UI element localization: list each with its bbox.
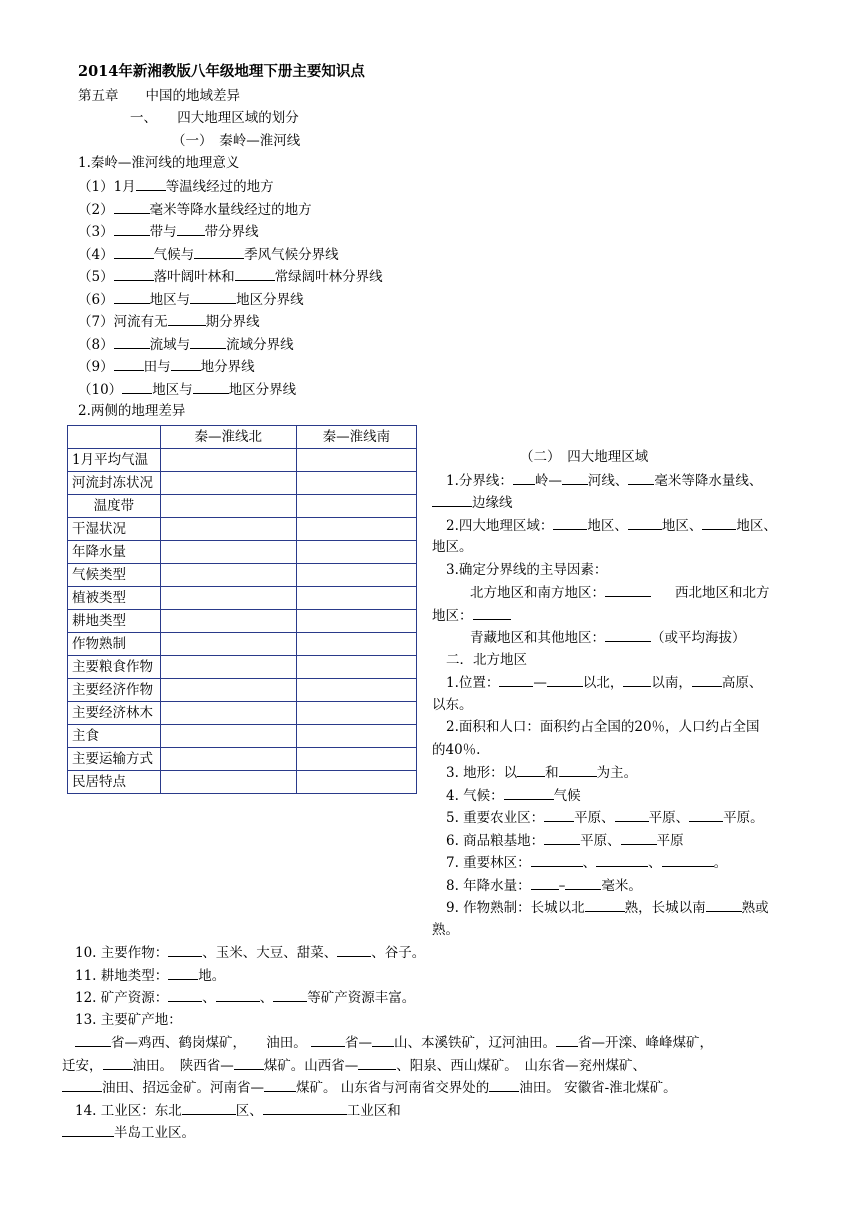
table-cell-south (296, 495, 416, 518)
table-cell-south (296, 702, 416, 725)
table-row (68, 541, 417, 564)
section-heading: 一、 四大地理区域的划分 (130, 110, 299, 126)
bottom-line-10: 10. 主要作物： 、玉米、大豆、甜菜、 、谷子。 (75, 942, 425, 963)
question-2-heading: 2.两侧的地理差异 (78, 403, 186, 419)
table-cell-south (296, 771, 416, 794)
table-row (68, 449, 417, 472)
subsection-heading: （一） 秦岭—淮河线 (172, 133, 301, 149)
table-row (68, 656, 417, 679)
table-corner-cell (68, 426, 161, 449)
table-row (68, 633, 417, 656)
q1-item-9: （9） 田与 地分界线 (78, 356, 255, 377)
table-row (68, 679, 417, 702)
table-cell-south (296, 472, 416, 495)
table-cell-north (160, 702, 296, 725)
table-row-label: 民居特点 (68, 771, 161, 794)
mine-line-1: 省—鸡西、鹤岗煤矿， 油田。 省— 山、本溪铁矿，辽河油田。 省—开滦、峰峰煤矿， (75, 1032, 713, 1053)
table-cell-south (296, 656, 416, 679)
table-row (68, 472, 417, 495)
table-header-north: 秦—淮线北 (160, 426, 296, 449)
north-line-6: 6. 商品粮基地： 平原、 平原 (446, 830, 684, 851)
table-row (68, 518, 417, 541)
table-row-label: 植被类型 (68, 587, 161, 610)
right-line-2: 2.四大地理区域： 地区、 地区、 地区、 (446, 515, 777, 536)
table-row-label: 主要运输方式 (68, 748, 161, 771)
right-line-3a: 北方地区和南方地区： 西北地区和北方 (470, 582, 770, 603)
table-row (68, 771, 417, 794)
table-row-label: 干湿状况 (68, 518, 161, 541)
north-line-3: 3. 地形：以 和 为主。 (446, 762, 637, 783)
question-1-heading: 1.秦岭—淮河线的地理意义 (78, 155, 240, 171)
north-line-9: 9. 作物熟制：长城以北 熟，长城以南 熟或 (446, 897, 769, 918)
table-cell-south (296, 449, 416, 472)
q1-item-10: （10） 地区与 地区分界线 (78, 379, 296, 400)
table-row (68, 610, 417, 633)
bottom-line-14b: 半岛工业区。 (62, 1122, 195, 1143)
table-cell-north (160, 771, 296, 794)
bottom-line-14: 14. 工业区：东北 区、 工业区和 (75, 1100, 401, 1121)
north-line-9b: 熟。 (432, 922, 459, 938)
q1-item-7: （7）河流有无 期分界线 (78, 311, 260, 332)
table-cell-south (296, 541, 416, 564)
table-row-label: 河流封冻状况 (68, 472, 161, 495)
bottom-line-13: 13. 主要矿产地： (75, 1012, 182, 1028)
table-cell-north (160, 541, 296, 564)
subsection-2-heading: （二） 四大地理区域 (520, 449, 649, 465)
north-region-heading: 二．北方地区 (446, 652, 527, 668)
mine-line-3: 油田、招远金矿。河南省— 煤矿。 山东省与河南省交界处的 油田。 安徽省-淮北煤矿。 (62, 1077, 677, 1098)
table-row (68, 587, 417, 610)
right-line-3c: 地区： (432, 605, 511, 626)
table-row-label: 作物熟制 (68, 633, 161, 656)
table-cell-north (160, 518, 296, 541)
table-cell-north (160, 748, 296, 771)
table-cell-north (160, 679, 296, 702)
right-line-3d: 青藏地区和其他地区： （或平均海拔） (470, 627, 746, 648)
table-cell-south (296, 748, 416, 771)
table-cell-north (160, 564, 296, 587)
north-line-1: 1.位置： — 以北， 以南， 高原、 (446, 672, 762, 693)
table-row-label: 气候类型 (68, 564, 161, 587)
mine-line-2: 迁安， 油田。 陕西省— 煤矿。山西省— 、阳泉、西山煤矿。 山东省—兖州煤矿、 (62, 1055, 646, 1076)
table-cell-north (160, 610, 296, 633)
right-line-1: 1.分界线： 岭— 河线、 毫米等降水量线、 (446, 470, 762, 491)
right-line-2b: 地区。 (432, 539, 473, 555)
table-row-label: 温度带 (68, 495, 161, 518)
q1-item-8: （8） 流域与 流域分界线 (78, 334, 294, 355)
north-line-8: 8. 年降水量： – 毫米。 (446, 875, 642, 896)
table-cell-north (160, 725, 296, 748)
north-line-2: 2.面积和人口：面积约占全国的20％，人口约占全国 (446, 719, 760, 735)
q1-item-3: （3） 带与 带分界线 (78, 221, 259, 242)
table-row (68, 702, 417, 725)
right-line-1b: 边缘线 (432, 492, 513, 513)
q1-item-1: （1）1月 等温线经过的地方 (78, 176, 274, 197)
table-row-label: 主要粮食作物 (68, 656, 161, 679)
table-row-label: 主食 (68, 725, 161, 748)
table-cell-north (160, 495, 296, 518)
table-cell-south (296, 725, 416, 748)
table-cell-south (296, 518, 416, 541)
bottom-line-12: 12. 矿产资源： 、 、 等矿产资源丰富。 (75, 987, 415, 1008)
q1-item-2: （2） 毫米等降水量线经过的地方 (78, 199, 312, 220)
table-cell-south (296, 587, 416, 610)
table-row-label: 耕地类型 (68, 610, 161, 633)
page-title: 2014年新湘教版八年级地理下册主要知识点 (78, 63, 365, 80)
q1-item-5: （5） 落叶阔叶林和 常绿阔叶林分界线 (78, 266, 383, 287)
table-row-label: 主要经济林木 (68, 702, 161, 725)
table-cell-north (160, 656, 296, 679)
table-cell-north (160, 472, 296, 495)
table-row-label: 1月平均气温 (68, 449, 161, 472)
q1-item-6: （6） 地区与 地区分界线 (78, 289, 304, 310)
table-cell-north (160, 587, 296, 610)
table-row-label: 主要经济作物 (68, 679, 161, 702)
north-line-4: 4. 气候： 气候 (446, 785, 581, 806)
table-cell-south (296, 610, 416, 633)
chapter-heading: 第五章 中国的地域差异 (78, 88, 240, 104)
table-header-row (68, 426, 417, 449)
table-row-label: 年降水量 (68, 541, 161, 564)
table-cell-north (160, 633, 296, 656)
table-cell-south (296, 564, 416, 587)
north-line-7: 7. 重要林区： 、 、 。 (446, 852, 727, 873)
north-line-2b: 的40％. (432, 742, 481, 758)
table-row (68, 495, 417, 518)
difference-table (67, 425, 417, 794)
table-cell-north (160, 449, 296, 472)
table-row (68, 564, 417, 587)
table-header-south: 秦—淮线南 (296, 426, 416, 449)
table-row (68, 748, 417, 771)
right-line-3: 3.确定分界线的主导因素： (446, 562, 608, 578)
north-line-1b: 以东。 (432, 697, 473, 713)
table-cell-south (296, 679, 416, 702)
bottom-line-11: 11. 耕地类型： 地。 (75, 965, 225, 986)
north-line-5: 5. 重要农业区： 平原、 平原、 平原。 (446, 807, 764, 828)
table-row (68, 725, 417, 748)
table-cell-south (296, 633, 416, 656)
q1-item-4: （4） 气候与 季风气候分界线 (78, 244, 339, 265)
